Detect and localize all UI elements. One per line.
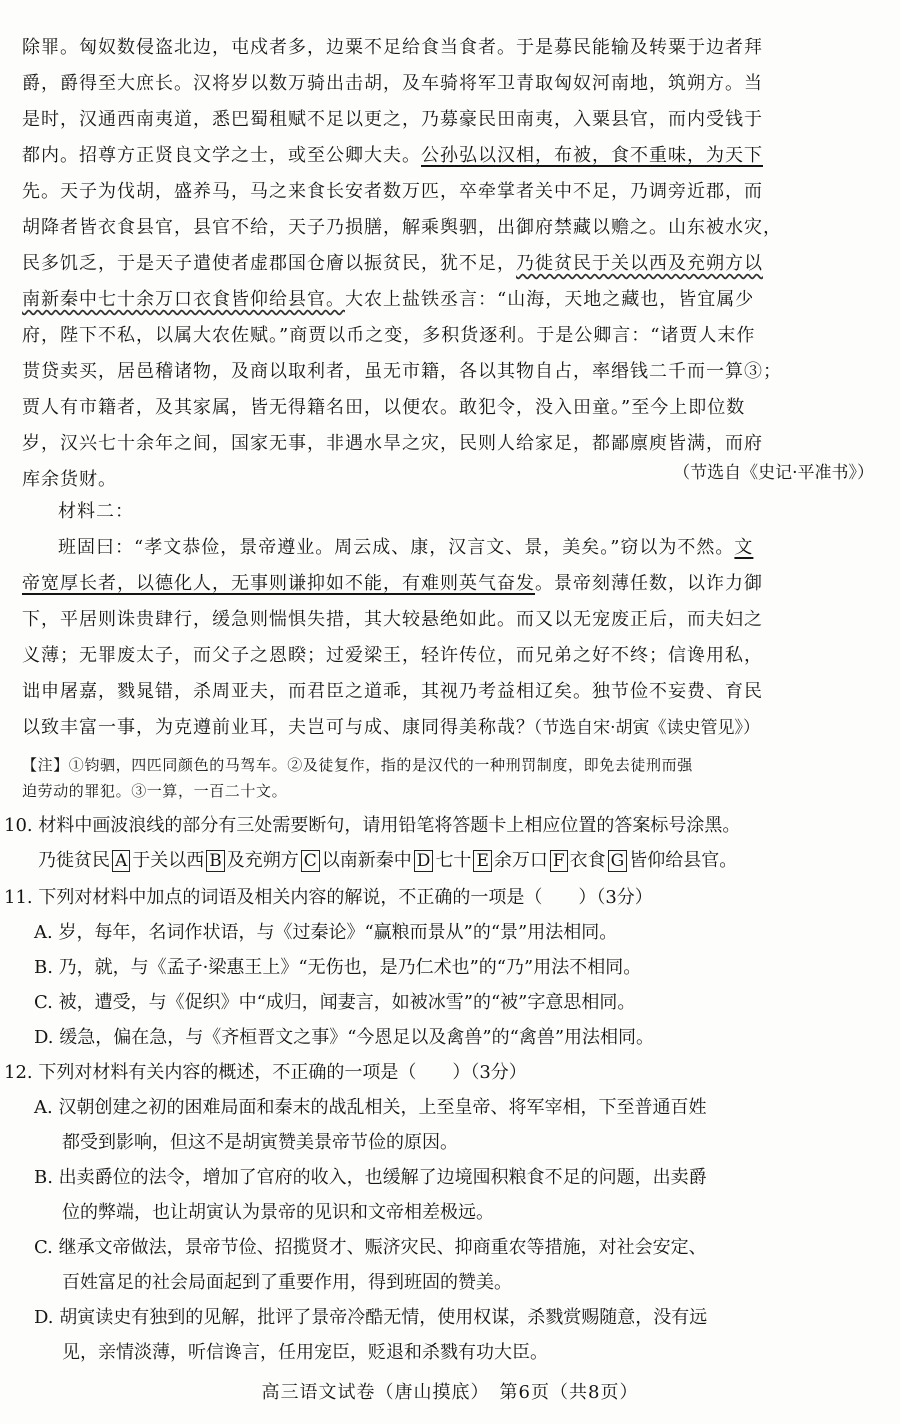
text-segment: 皆仰给县官。 (629, 850, 738, 871)
text-line: 以致丰富一事，为克遵前业耳，夫岂可与成、康同得美称哉？ (22, 717, 535, 738)
answer-box[interactable]: C (301, 850, 320, 872)
answer-box[interactable]: B (206, 850, 225, 872)
option-line: A. 汉朝创建之初的困难局面和秦末的战乱相关，上至皇帝、将军宰相，下至普通百姓 (34, 1097, 707, 1118)
text-line: 贾人有市籍者，及其家属，皆无得籍名田，以便农。敢犯令，没入田童。”至今上即位数 (22, 397, 746, 418)
answer-box[interactable]: D (414, 850, 434, 872)
text-segment: 都内。招尊方正贤良文学之士，或至公卿大夫。 (22, 145, 421, 166)
option-line: 位的弊端，也让胡寅认为景帝的见识和文帝相差极远。 (62, 1202, 494, 1223)
text-line: 诎申屠嘉，戮晁错，杀周亚夫，而君臣之道乖，其视乃考益相辽矣。独节俭不妄费、育民 (22, 681, 763, 702)
text-segment: 先。天子为伐胡，盛养马，马之来食长安者数万匹，卒牵掌者关中不足，乃调旁近郡，而 (22, 181, 763, 202)
underlined-sentence: 帝宽厚长者，以德化人，无事则谦抑如不能，有难则英气奋发 (22, 573, 535, 594)
text-segment: 。景帝刻薄任数，以诈力御 (535, 573, 763, 594)
text-line: 贳贷卖买，居邑稽诸物，及商以取利者，虽无市籍，各以其物自占，率缗钱二千而一算③； (22, 361, 782, 382)
answer-box[interactable]: A (112, 850, 130, 872)
answer-box[interactable]: F (550, 850, 568, 872)
option-c[interactable]: C. 被，遭受，与《促织》中“成归，闻妻言，如被冰雪”的“被”字意思相同。 (34, 992, 636, 1013)
text-segment: 七十 (435, 850, 472, 871)
option-b[interactable]: B. 乃，就，与《孟子·梁惠王上》“无伤也，是乃仁术也”的“乃”用法不相同。 (34, 957, 642, 978)
text-segment: 余万口 (493, 850, 548, 871)
text-segment: 衣食 (569, 850, 606, 871)
underlined-sentence: 公孙弘以汉相，布被，食不重味，为天下 (421, 145, 763, 166)
text-line: 府，陛下不私，以属大农佐赋。”商贾以币之变，多积货逐利。于是公卿言：“诸贾人末作 (22, 325, 756, 346)
option-line: 都受到影响，但这不是胡寅赞美景帝节俭的原因。 (62, 1132, 458, 1153)
text-line: 爵，爵得至大庶长。汉将岁以数万骑出击胡，及车骑将军卫青取匈奴河南地，筑朔方。当 (22, 73, 763, 94)
option-a[interactable]: A. 岁，每年，名词作状语，与《过秦论》“赢粮而景从”的“景”用法相同。 (34, 922, 618, 943)
source-citation: （节选自宋·胡寅《读史管见》） (525, 718, 760, 738)
text-line: 胡降者皆衣食县官，县官不给，天子乃损膳，解乘舆驷，出御府禁藏以赡之。山东被水灾， (22, 217, 782, 238)
segmentation-line (4, 843, 894, 878)
page-footer: 高三语文试卷（唐山摸底） 第6页（共8页） (261, 1382, 639, 1403)
wavy-underlined-segment: 南新秦中七十余万口衣食皆仰给县官。 (22, 289, 345, 310)
option-b[interactable] (4, 1160, 894, 1230)
option-d[interactable]: D. 缓急，偏在急，与《齐桓晋文之事》“今恩足以及禽兽”的“禽兽”用法相同。 (34, 1027, 655, 1048)
text-segment: 及充朔方 (226, 850, 299, 871)
option-line: B. 出卖爵位的法令，增加了官府的收入，也缓解了边境囤积粮食不足的问题，出卖爵 (34, 1167, 707, 1188)
question-stem: 10. 材料中画波浪线的部分有三处需要断句，请用铅笔将答题卡上相应位置的答案标号涂黑。 (4, 815, 741, 836)
answer-box[interactable]: E (473, 850, 491, 872)
text-line (22, 282, 882, 318)
text-line (22, 138, 882, 174)
option-line: C. 继承文帝做法，景帝节俭、招揽贤才、赈济灾民、抑商重农等措施，对社会安定、 (34, 1237, 707, 1258)
text-line: 岁，汉兴七十余年之间，国家无事，非遇水旱之灾，民则人给家足，都鄙廪庾皆满，而府 (22, 433, 763, 454)
text-line (22, 566, 882, 602)
wavy-underlined-segment: 乃徙贫民于关以西及充朔方以 (516, 253, 763, 274)
question-12 (4, 1055, 894, 1370)
underlined-sentence: 文 (734, 537, 754, 558)
text-segment: 民多饥乏，于是天子遣使者虚郡国仓廥以振贫民，犹不足， (22, 253, 516, 274)
note-line: 迫劳动的罪犯。③一算，一百二十文。 (22, 782, 288, 800)
text-segment: 以南新秦中 (321, 850, 412, 871)
question-11 (4, 880, 894, 1055)
note-line: 【注】①钧驷，四匹同颜色的马驾车。②及徒复作，指的是汉代的一种刑罚制度，即免去徒刑而强 (22, 756, 693, 774)
option-d[interactable] (4, 1300, 894, 1370)
section-heading: 材料二： (58, 501, 134, 522)
text-line: 义薄；无罪废太子，而父子之恩睽；过爱梁王，轻许传位，而兄弟之好不终；信谗用私， (22, 645, 763, 666)
text-line: 是时，汉通西南夷道，悉巴蜀租赋不足以更之，乃募豪民田南夷，入粟县官，而内受钱于 (22, 109, 763, 130)
answer-box[interactable]: G (608, 850, 628, 872)
text-segment: 大农上盐铁丞言：“山海，天地之藏也，皆宜属少 (345, 289, 755, 310)
question-stem: 12. 下列对材料有关内容的概述，不正确的一项是（ ）（3分） (4, 1062, 527, 1083)
text-line: 下，平居则诛贵肆行，缓急则惴惧失措，其大较悬绝如此。而又以无宠废正后，而夫妇之 (22, 609, 763, 630)
text-line: 除罪。匈奴数侵盗北边，屯戍者多，边粟不足给食当食者。于是募民能输及转粟于边者拜 (22, 37, 763, 58)
option-line: D. 胡寅读史有独到的见解，批评了景帝冷酷无情，使用权谋，杀戮赏赐随意，没有远 (34, 1307, 708, 1328)
text-segment: 班固曰：“孝文恭俭，景帝遵业。周云成、康，汉言文、景，美矣。”窃以为不然。 (58, 537, 735, 558)
text-segment: 乃徙贫民 (38, 850, 110, 871)
footnotes (22, 752, 882, 804)
option-c[interactable] (4, 1230, 894, 1300)
text-line (22, 530, 882, 566)
option-a[interactable] (4, 1090, 894, 1160)
text-line: 库余货财。 (22, 469, 117, 490)
text-line (22, 246, 882, 282)
question-10 (4, 808, 894, 878)
material-one (22, 30, 882, 498)
question-stem: 11. 下列对材料中加点的词语及相关内容的解说，不正确的一项是（ ）（3分） (4, 887, 653, 908)
source-citation: （节选自《史记·平准书》） (673, 463, 874, 483)
option-line: 百姓富足的社会局面起到了重要作用，得到班固的赞美。 (62, 1272, 512, 1293)
text-segment: 于关以西 (132, 850, 205, 871)
material-two (22, 494, 882, 746)
text-line (22, 174, 882, 210)
option-line: 见，亲情淡薄，听信谗言，任用宠臣，贬退和杀戮有功大臣。 (62, 1342, 548, 1363)
